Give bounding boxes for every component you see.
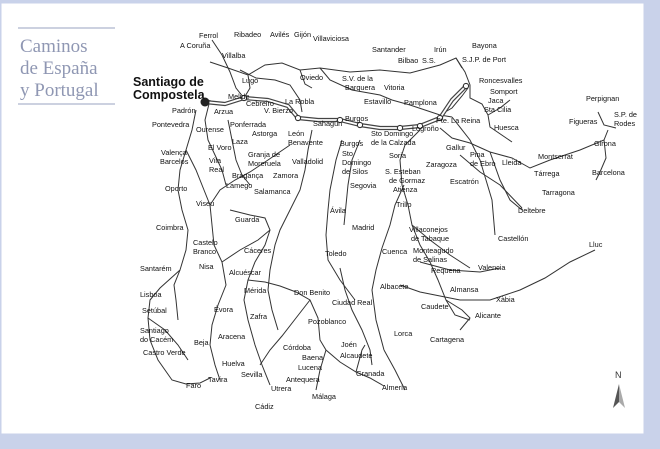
city-label: Salamanca bbox=[254, 187, 291, 196]
city-label: Lluc bbox=[589, 240, 603, 249]
city-label: Pamplona bbox=[404, 98, 437, 107]
city-label: Ciudad Real bbox=[332, 298, 373, 307]
city-label: Atienza bbox=[393, 185, 418, 194]
city-label: Cádiz bbox=[255, 402, 274, 411]
city-label: Figueras bbox=[569, 117, 598, 126]
city-label: Bayona bbox=[472, 41, 497, 50]
city-label: Bilbao bbox=[398, 56, 419, 65]
city-label: Zamora bbox=[273, 171, 299, 180]
city-label: Pontevedra bbox=[152, 120, 190, 129]
map-title-line-3: y Portugal bbox=[20, 80, 99, 101]
city-label: Estavillo bbox=[364, 97, 392, 106]
city-label: Villaviciosa bbox=[313, 34, 349, 43]
city-label: Burgos bbox=[340, 139, 364, 148]
city-label: Vila bbox=[209, 156, 222, 165]
city-label: Ponferrada bbox=[230, 120, 267, 129]
city-label: Arzua bbox=[214, 107, 234, 116]
city-label: Sahagún bbox=[313, 119, 343, 128]
city-label: Cartagena bbox=[430, 335, 465, 344]
city-label: Córdoba bbox=[283, 343, 311, 352]
city-label: Santarém bbox=[140, 264, 172, 273]
city-label: Oviedo bbox=[300, 73, 324, 82]
city-label: S.P. de bbox=[614, 110, 637, 119]
city-label: A Coruña bbox=[180, 41, 211, 50]
city-label: Almería bbox=[382, 383, 408, 392]
city-label: Ávila bbox=[330, 206, 346, 215]
city-label: Barcelona bbox=[592, 168, 625, 177]
city-label: Utrera bbox=[271, 384, 292, 393]
city-label: Don Benito bbox=[294, 288, 331, 297]
city-label: Málaga bbox=[312, 392, 336, 401]
city-label: de Gormaz bbox=[389, 176, 426, 185]
city-label: Albacete bbox=[380, 282, 409, 291]
city-label: Roncesvalles bbox=[479, 76, 523, 85]
city-label: Lisboa bbox=[140, 290, 162, 299]
city-label: Ferrol bbox=[199, 31, 219, 40]
city-label: Ourense bbox=[196, 125, 224, 134]
city-label: Montserrat bbox=[538, 152, 573, 161]
city-label: Pte. La Reina bbox=[436, 116, 481, 125]
city-label: Granada bbox=[356, 369, 385, 378]
city-label: de la Calzada bbox=[371, 138, 416, 147]
city-label: Sto bbox=[342, 149, 353, 158]
city-label: León bbox=[288, 129, 305, 138]
city-label: Alcaudete bbox=[340, 351, 373, 360]
city-label: Valença bbox=[161, 148, 187, 157]
city-label: Lucena bbox=[298, 363, 322, 372]
city-label: Viseu bbox=[196, 199, 215, 208]
city-label: Zafra bbox=[250, 312, 268, 321]
city-label: Alicante bbox=[475, 311, 501, 320]
city-label: Valladolid bbox=[292, 157, 324, 166]
city-label: Deltebre bbox=[518, 206, 546, 215]
city-label: Perpignan bbox=[586, 94, 620, 103]
city-label: Barcelos bbox=[160, 157, 189, 166]
city-label: Logroño bbox=[412, 124, 439, 133]
city-label: Villalba bbox=[222, 51, 246, 60]
city-label: Domingo bbox=[342, 158, 372, 167]
city-label: Rodes bbox=[614, 119, 636, 128]
city-label: Toledo bbox=[325, 249, 347, 258]
city-label: Jaca bbox=[488, 96, 504, 105]
santiago-label-line-2: Compostela bbox=[133, 88, 205, 102]
city-label: Lamego bbox=[226, 181, 253, 190]
city-label: Santander bbox=[372, 45, 406, 54]
city-label: Astorga bbox=[252, 129, 278, 138]
city-label: Lugo bbox=[242, 76, 259, 85]
city-label: Escatrón bbox=[450, 177, 479, 186]
city-label: Baena bbox=[302, 353, 324, 362]
city-label: Cebreiro bbox=[246, 99, 274, 108]
city-label: Laza bbox=[232, 137, 248, 146]
city-label: Xàbia bbox=[496, 295, 515, 304]
city-label: Cuenca bbox=[382, 247, 408, 256]
city-label: Villaconejos bbox=[409, 225, 448, 234]
city-label: Valencia bbox=[478, 263, 506, 272]
city-label: Caudete bbox=[421, 302, 449, 311]
city-label: Zaragoza bbox=[426, 160, 457, 169]
city-label: Barquera bbox=[345, 83, 376, 92]
city-label: Soria bbox=[389, 151, 407, 160]
city-label: Cáceres bbox=[244, 246, 272, 255]
city-label: Real bbox=[209, 165, 225, 174]
city-label: Nisa bbox=[199, 262, 214, 271]
city-label: Tárrega bbox=[534, 169, 560, 178]
map-title-line-1: Caminos bbox=[20, 36, 88, 57]
city-label: Mérida bbox=[244, 286, 267, 295]
city-label: Guarda bbox=[235, 215, 260, 224]
city-label: de Salinas bbox=[413, 255, 448, 264]
city-label: Sta Cilia bbox=[484, 105, 512, 114]
city-label: Tarragona bbox=[542, 188, 575, 197]
city-label: Gijón bbox=[294, 30, 312, 39]
city-label: Faro bbox=[186, 381, 202, 390]
city-label: Lleida bbox=[502, 158, 522, 167]
city-label: Padrón bbox=[172, 106, 196, 115]
city-label: S.V. de la bbox=[342, 74, 373, 83]
city-label: Burgos bbox=[345, 114, 369, 123]
city-label: Setúbal bbox=[142, 306, 167, 315]
city-label: Girona bbox=[594, 139, 616, 148]
city-label: Pozoblanco bbox=[308, 317, 347, 326]
city-label: Segovia bbox=[350, 181, 377, 190]
map-title-line-2: de España bbox=[20, 58, 98, 79]
city-label: Vitoria bbox=[384, 83, 405, 92]
city-label: Somport bbox=[490, 87, 518, 96]
city-label: Coimbra bbox=[156, 223, 184, 232]
city-label: Castellón bbox=[498, 234, 529, 243]
city-label: Beja bbox=[194, 338, 209, 347]
city-label: La Robla bbox=[285, 97, 315, 106]
city-label: do Cacém bbox=[140, 335, 174, 344]
city-label: Madrid bbox=[352, 223, 375, 232]
city-label: S. Esteban bbox=[385, 167, 421, 176]
santiago-label-line-1: Santiago de bbox=[133, 75, 204, 89]
city-label: S.J.P. de Port bbox=[462, 55, 507, 64]
city-label: Oporto bbox=[165, 184, 188, 193]
city-label: Huelva bbox=[222, 359, 245, 368]
city-label: Sto Domingo bbox=[371, 129, 414, 138]
city-label: Huesca bbox=[494, 123, 519, 132]
city-label: Branco bbox=[193, 247, 217, 256]
city-label: Castro Verde bbox=[143, 348, 186, 357]
city-label: Almansa bbox=[450, 285, 479, 294]
city-label: de Ebro bbox=[470, 159, 496, 168]
city-label: Irún bbox=[434, 45, 447, 54]
city-label: Monteagudo bbox=[413, 246, 454, 255]
city-label: Alcuéscar bbox=[229, 268, 262, 277]
city-label: Benavente bbox=[288, 138, 323, 147]
city-label: Sevilla bbox=[241, 370, 263, 379]
city-label: Tavira bbox=[208, 375, 228, 384]
city-label: Évora bbox=[214, 305, 234, 314]
city-label: Melide bbox=[228, 92, 250, 101]
city-label: S.S. bbox=[422, 56, 436, 65]
city-label: Granja de bbox=[248, 150, 281, 159]
city-label: de Silos bbox=[342, 167, 368, 176]
city-label: Moreruela bbox=[248, 159, 281, 168]
city-label: Antequera bbox=[286, 375, 320, 384]
city-label: Joén bbox=[341, 340, 357, 349]
city-label: Santiago bbox=[140, 326, 169, 335]
city-label: Trillo bbox=[396, 200, 412, 209]
city-label: V. Bierzo bbox=[264, 106, 293, 115]
city-label: Bragança bbox=[232, 171, 264, 180]
city-label: Castelo bbox=[193, 238, 218, 247]
city-label: Pina bbox=[470, 150, 485, 159]
city-label: de Tabaque bbox=[411, 234, 450, 243]
city-label: Gallur bbox=[446, 143, 466, 152]
city-label: El Voro bbox=[208, 143, 232, 152]
city-label: Lorca bbox=[394, 329, 413, 338]
city-label: Ribadeo bbox=[234, 30, 262, 39]
city-label: Avilés bbox=[270, 30, 290, 39]
city-label: Requena bbox=[431, 266, 461, 275]
north-label: N bbox=[615, 370, 622, 380]
city-label: Aracena bbox=[218, 332, 246, 341]
